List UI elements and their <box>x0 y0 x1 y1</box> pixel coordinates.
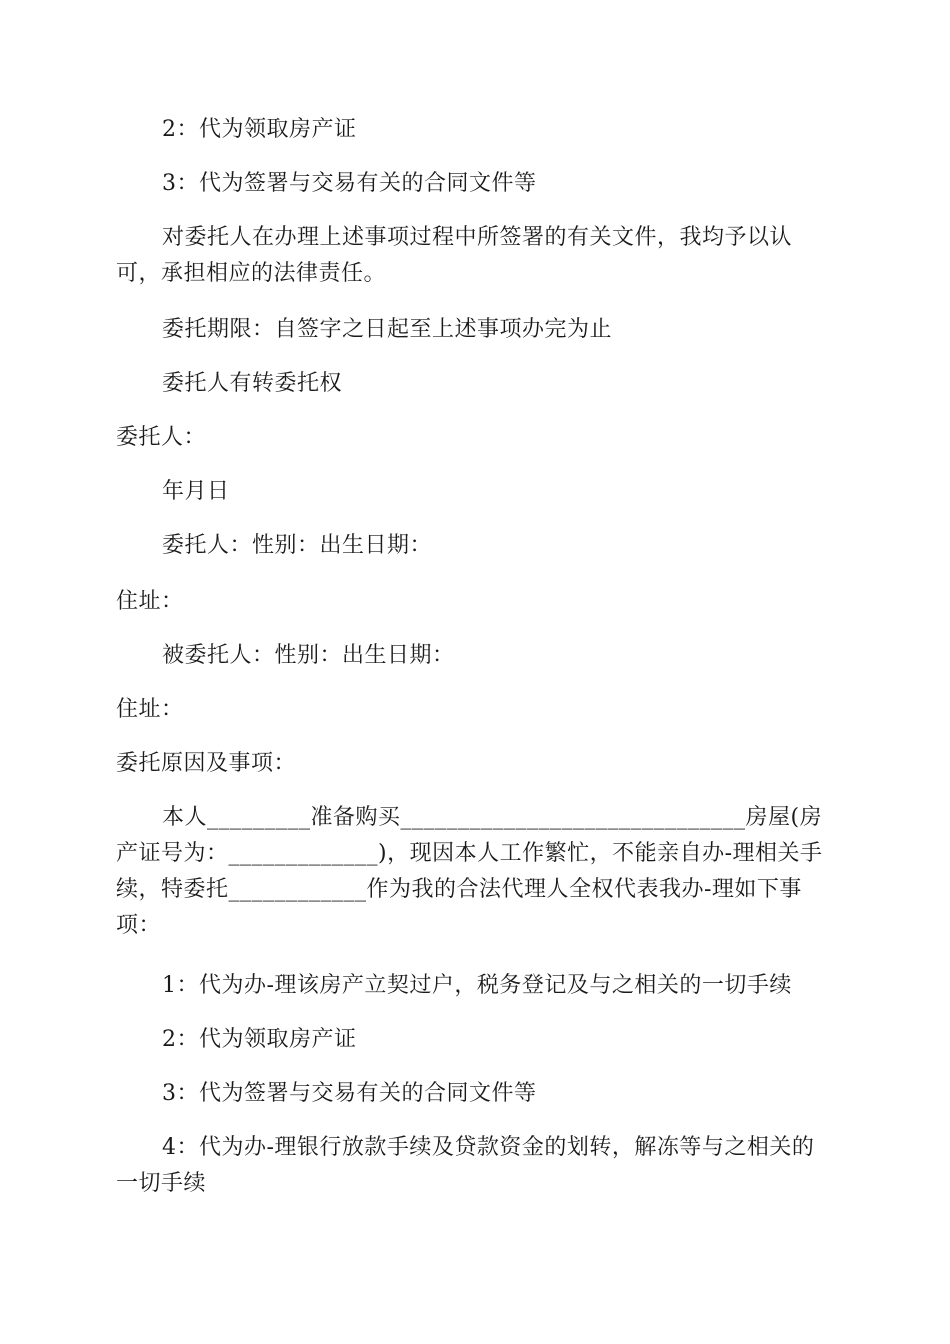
item-sign-contracts-2: 3：代为签署与交易有关的合同文件等 <box>162 1081 537 1106</box>
principal-address-label: 住址： <box>116 589 184 614</box>
item-collect-certificate: 2：代为领取房产证 <box>162 117 357 142</box>
reason-heading: 委托原因及事项： <box>116 751 297 776</box>
principal-info-line: 委托人：性别：出生日期： <box>162 533 433 558</box>
agent-info-line: 被委托人：性别：出生日期： <box>162 643 455 668</box>
item-collect-certificate-2: 2：代为领取房产证 <box>162 1027 357 1052</box>
entrustment-period: 委托期限：自签字之日起至上述事项办完为止 <box>162 317 613 342</box>
entrustment-body-paragraph: 本人_________准备购买______________________________房屋(房产证号为：_____________)，现因本人工作繁忙，不能亲自办-理相关手续，特委托____________作为我的合法代理人全权代表我办-理如下事项： <box>116 805 823 938</box>
sub-entrustment-right: 委托人有转委托权 <box>162 371 343 396</box>
date-line: 年月日 <box>162 479 230 504</box>
acknowledgement-paragraph: 对委托人在办理上述事项过程中所签署的有关文件，我均予以认可，承担相应的法律责任。 <box>116 225 793 286</box>
principal-signature-label: 委托人： <box>116 425 207 450</box>
item-transfer-registration: 1：代为办-理该房产立契过户，税务登记及与之相关的一切手续 <box>162 973 792 998</box>
agent-address-label: 住址： <box>116 697 184 722</box>
item-bank-loan-procedures: 4：代为办-理银行放款手续及贷款资金的划转，解冻等与之相关的一切手续 <box>116 1135 815 1196</box>
item-sign-contracts: 3：代为签署与交易有关的合同文件等 <box>162 171 537 196</box>
